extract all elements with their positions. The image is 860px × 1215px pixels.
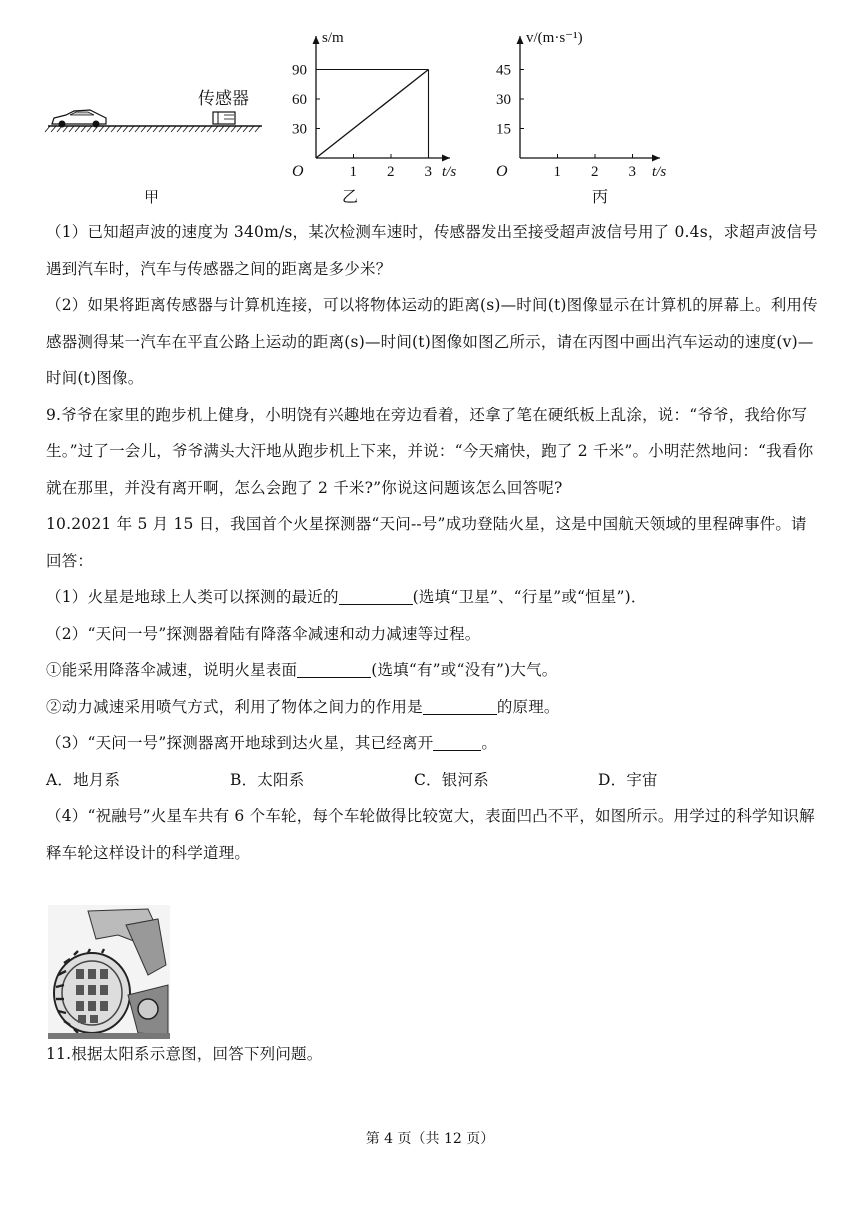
x-axis-arrow	[652, 155, 660, 162]
rover-wheel-image	[48, 905, 170, 1039]
q10-options	[46, 762, 818, 799]
series-line	[316, 70, 429, 158]
q10-part4: （4）“祝融号”火星车共有 6 个车轮，每个车轮做得比较宽大，表面凹凸不平，如图所示。用学过的科学知识解释车轮这样设计的科学道理。	[46, 807, 815, 862]
caption-bing: 丙	[592, 189, 609, 206]
q10-part3-tail: 。	[481, 734, 498, 752]
y-axis-label: v/(m·s⁻¹)	[526, 30, 583, 46]
chart-yi	[290, 18, 510, 218]
x-tick-label: 3	[628, 164, 636, 180]
q10-part2-2	[46, 689, 818, 726]
answer-blank-1[interactable]	[339, 586, 413, 605]
answer-blank-4[interactable]	[433, 732, 481, 751]
option-d[interactable]: D．宇宙	[598, 770, 658, 789]
q10-part2-2-lead: ②动力减速采用喷气方式，利用了物体之间力的作用是	[46, 697, 423, 716]
q11-block	[46, 1036, 818, 1073]
y-axis-arrow	[313, 36, 320, 44]
chart-bing	[490, 18, 710, 218]
y-axis-label: s/m	[322, 30, 344, 46]
q10-part3	[46, 725, 818, 762]
y-tick-label: 45	[496, 62, 511, 79]
y-tick-label: 30	[496, 91, 511, 108]
question-body	[46, 214, 818, 871]
origin-label: O	[496, 163, 508, 180]
q9-text: 9.爷爷在家里的跑步机上健身，小明饶有兴趣地在旁边看着，还拿了笔在硬纸板上乱涂，说：“爷爷，我给你写生。”过了一会儿，爷爷满头大汗地从跑步机上下来，并说：“今天痛快，跑了 2 千米”。小明茫然地问：“我看你就在那里，并没有离开啊，怎么会跑了 2 千米?”你说这问题该怎么回答呢?	[46, 405, 814, 497]
caption-yi: 乙	[342, 189, 359, 206]
q10-part3-lead: （3）“天问一号”探测器离开地球到达火星，其已经离开	[46, 734, 434, 752]
option-a[interactable]: A．地月系	[46, 770, 121, 789]
y-tick-label: 90	[292, 62, 307, 79]
q8-part2: （2）如果将距离传感器与计算机连接，可以将物体运动的距离(s)—时间(t)图像显示在计算机的屏幕上。利用传感器测得某一汽车在平直公路上运动的距离(s)—时间(t)图像如图乙所示，请在丙图中画出汽车运动的速度(v)—时间(t)图像。	[46, 296, 818, 387]
x-axis-arrow	[442, 155, 450, 162]
y-axis-arrow	[517, 36, 524, 44]
q10-part2-1-tail: (选填“有”或“没有”)大气。	[371, 661, 558, 679]
q10-part1-tail: (选填“卫星”、“行星”或“恒星”)．	[412, 588, 647, 606]
x-tick-label: 1	[349, 164, 357, 180]
q10-part2: （2）“天问一号”探测器着陆有降落伞减速和动力减速等过程。	[46, 624, 481, 643]
page-footer: 第 4 页（共 12 页）	[365, 1131, 495, 1147]
answer-blank-2[interactable]	[297, 659, 371, 678]
x-axis-label: t/s	[442, 164, 457, 180]
option-b[interactable]: B．太阳系	[230, 770, 305, 789]
q8-part1: （1）已知超声波的速度为 340m/s，某次检测车速时，传感器发出至接受超声波信号用了 0.4s，求超声波信号遇到汽车时，汽车与传感器之间的距离是多少米？	[46, 223, 818, 278]
x-tick-label: 2	[591, 164, 599, 180]
x-tick-label: 1	[553, 164, 561, 180]
x-axis-label: t/s	[652, 164, 667, 180]
q10-part2-1-lead: ①能采用降落伞减速，说明火星表面	[46, 661, 298, 679]
sensor-icon	[213, 112, 235, 124]
sensor-label: 传感器	[198, 89, 249, 108]
q10-text: 10.2021 年 5 月 15 日，我国首个火星探测器“天问--号”成功登陆火星，这是中国航天领域的里程碑事件。请回答：	[46, 515, 807, 570]
q11-text: 11.根据太阳系示意图，回答下列问题。	[46, 1045, 323, 1063]
caption-jia: 甲	[144, 190, 160, 206]
q10-part2-2-tail: 的原理。	[496, 697, 560, 716]
q10-part1	[46, 579, 818, 616]
q10-part1-lead: （1）火星是地球上人类可以探测的最近的	[46, 588, 339, 606]
y-tick-label: 60	[292, 92, 307, 109]
x-tick-label: 2	[387, 164, 395, 180]
figure-row	[40, 18, 680, 218]
road-hatch	[45, 126, 260, 132]
y-tick-label: 30	[292, 121, 307, 138]
q10-part2-1	[46, 652, 818, 689]
origin-label: O	[292, 163, 304, 180]
x-tick-label: 3	[424, 164, 432, 180]
figure-jia	[40, 18, 280, 218]
option-c[interactable]: C．银河系	[414, 770, 489, 789]
answer-blank-3[interactable]	[423, 696, 497, 715]
y-tick-label: 15	[496, 121, 511, 138]
car-icon	[52, 110, 106, 128]
